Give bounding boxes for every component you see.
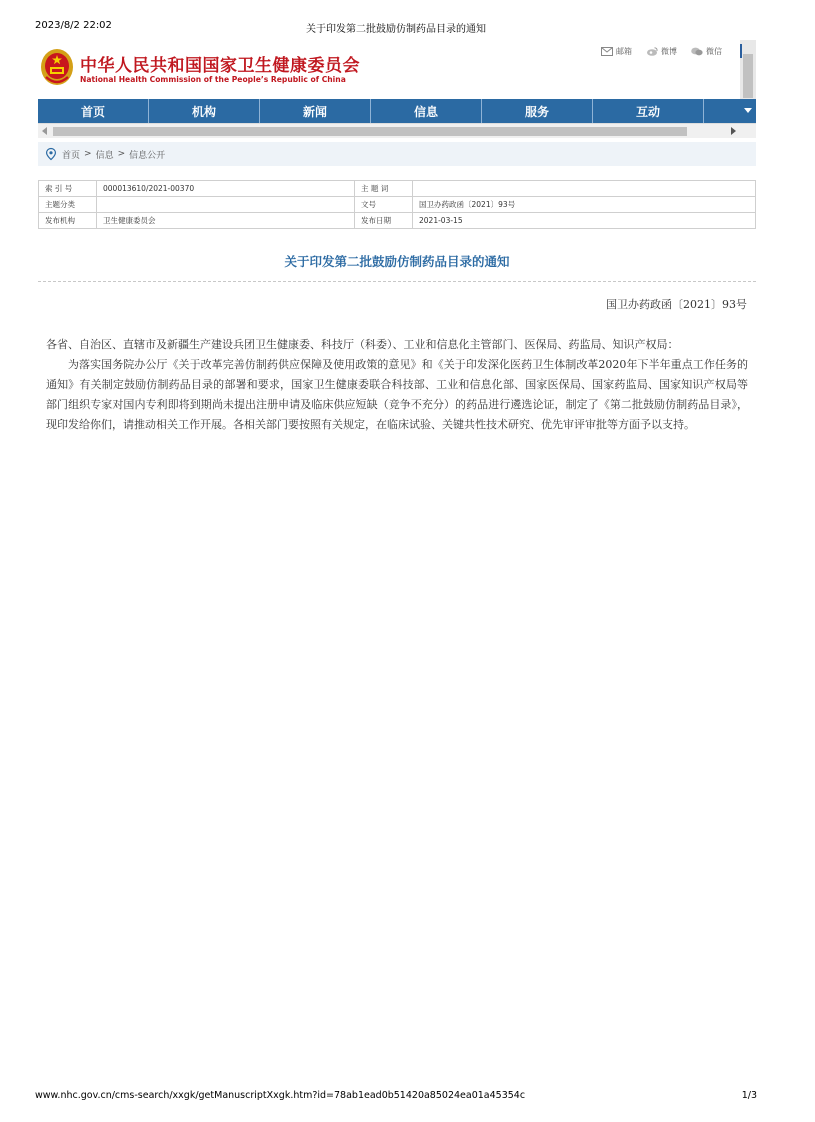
site-name-english: National Health Commission of the People’s Republic of China	[80, 75, 346, 84]
mailbox-link[interactable]	[601, 46, 632, 57]
mailbox-link-label: 邮箱	[616, 47, 632, 56]
document-number-value: 国卫办药政函〔2021〕93号	[413, 197, 756, 213]
nav-item-interaction[interactable]: 互动	[593, 99, 704, 123]
nav-item-home[interactable]: 首页	[38, 99, 149, 123]
breadcrumb-separator: >	[84, 149, 92, 159]
horizontal-scrollbar-thumb[interactable]	[53, 127, 687, 136]
breadcrumb-disclosure[interactable]: 信息公开	[129, 150, 166, 161]
article-body	[46, 335, 748, 435]
print-page-title: 关于印发第二批鼓励仿制药品目录的通知	[306, 24, 486, 35]
site-header	[38, 40, 756, 98]
breadcrumb-home[interactable]: 首页	[62, 150, 81, 161]
nav-item-information[interactable]: 信息	[371, 99, 482, 123]
weibo-link[interactable]	[646, 46, 677, 57]
national-emblem-icon[interactable]	[40, 47, 74, 87]
scroll-left-arrow-icon[interactable]	[42, 127, 47, 135]
table-row	[39, 213, 756, 229]
nav-item-news[interactable]: 新闻	[260, 99, 371, 123]
index-number-value: 000013610/2021-00370	[97, 181, 355, 197]
table-row	[39, 197, 756, 213]
site-name-chinese[interactable]: 中华人民共和国国家卫生健康委员会	[80, 56, 360, 76]
publisher-value: 卫生健康委员会	[97, 213, 355, 229]
wechat-link[interactable]	[691, 46, 722, 57]
article-title: 关于印发第二批鼓励仿制药品目录的通知	[284, 254, 510, 269]
scrollbar-accent	[740, 44, 742, 58]
page-url: www.nhc.gov.cn/cms-search/xxgk/getManuscriptXxgk.htm?id=78ab1ead0b51420a85024ea01a45354c	[35, 1090, 526, 1101]
salutation: 各省、自治区、直辖市及新疆生产建设兵团卫生健康委、科技厅（科委）、工业和信息化主管部门、医保局、药监局、知识产权局：	[46, 338, 679, 351]
breadcrumb-separator: >	[117, 149, 126, 159]
header-links	[601, 46, 722, 57]
body-paragraph: 为落实国务院办公厅《关于改革完善仿制药供应保障及使用政策的意见》和《关于印发深化医药卫生体制改革2020年下半年重点工作任务的通知》有关制定鼓励仿制药品目录的部署和要求，国家卫生健康委联合科技部、工业和信息化部、国家医保局、国家药监局、国家知识产权局等部门组织专家对国内专利即将到期尚未提出注册申请及临床供应短缺（竞争不充分）的药品进行遴选论证，制定了《第二批鼓励仿制药品目录》，现印发给你们，请推动相关工作开展。各相关部门要按照有关规定，在临床试验、关键共性技术研究、优先审评审批等方面予以支持。	[46, 358, 748, 431]
wechat-icon	[691, 47, 703, 56]
metadata-label: 文号	[355, 197, 413, 213]
page-number: 1/3	[741, 1090, 757, 1101]
metadata-label: 索 引 号	[39, 181, 97, 197]
metadata-label: 发布机构	[39, 213, 97, 229]
print-footer	[35, 1090, 757, 1104]
breadcrumb	[38, 142, 756, 166]
weibo-link-label: 微博	[661, 47, 677, 56]
category-value	[97, 197, 355, 213]
keywords-value	[413, 181, 756, 197]
print-header	[35, 20, 757, 36]
print-timestamp: 2023/8/2 22:02	[35, 20, 112, 31]
chevron-down-icon[interactable]	[744, 108, 752, 113]
nav-item-services[interactable]: 服务	[482, 99, 593, 123]
main-navigation	[38, 99, 801, 123]
metadata-label: 主 题 词	[355, 181, 413, 197]
metadata-label: 发布日期	[355, 213, 413, 229]
vertical-scrollbar[interactable]	[740, 40, 756, 100]
nav-item-organization[interactable]: 机构	[149, 99, 260, 123]
document-metadata-table	[38, 180, 756, 229]
divider	[38, 281, 756, 282]
scroll-right-arrow-icon[interactable]	[731, 127, 736, 135]
nav-item-topics[interactable]: 专题	[776, 104, 801, 119]
breadcrumb-information[interactable]: 信息	[95, 150, 114, 161]
vertical-scrollbar-thumb[interactable]	[743, 54, 753, 98]
location-pin-icon	[46, 148, 56, 160]
table-row	[39, 181, 756, 197]
wechat-link-label: 微信	[706, 47, 722, 56]
horizontal-scrollbar[interactable]	[38, 123, 756, 138]
metadata-label: 主题分类	[39, 197, 97, 213]
weibo-icon	[646, 47, 658, 56]
document-number: 国卫办药政函〔2021〕93号	[606, 298, 747, 311]
publish-date-value: 2021-03-15	[413, 213, 756, 229]
envelope-icon	[601, 47, 613, 56]
